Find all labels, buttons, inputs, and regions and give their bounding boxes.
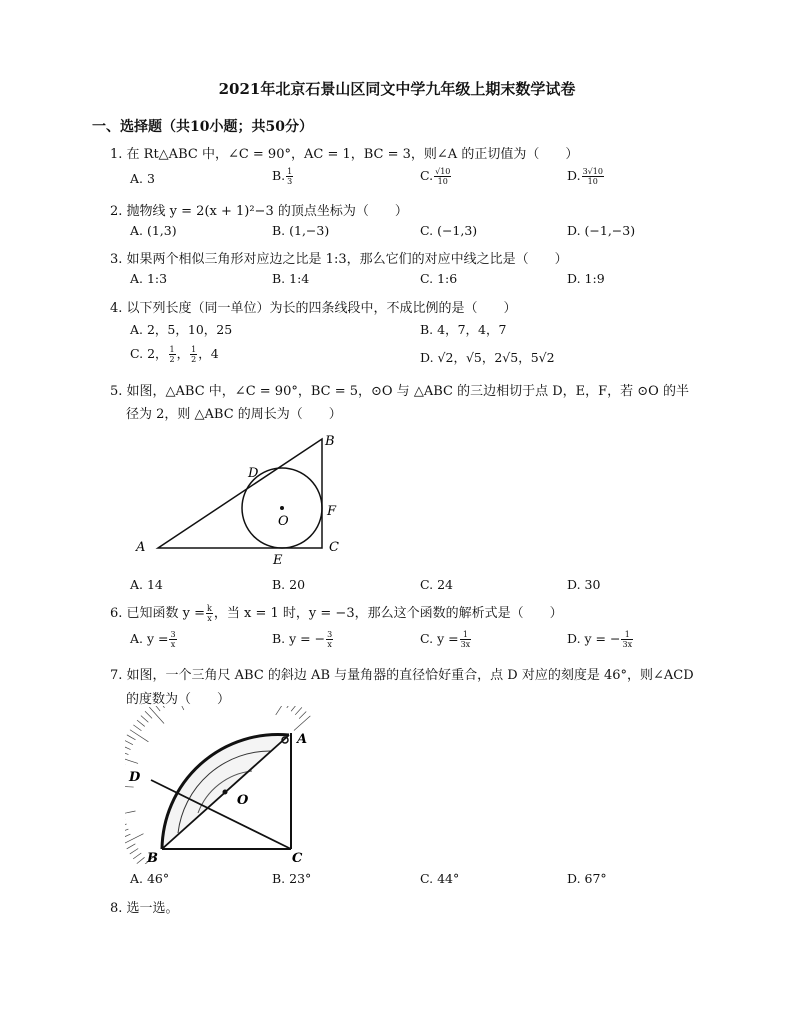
label-C: C — [292, 851, 303, 864]
protractor-tick — [133, 725, 141, 731]
q6-option-b[interactable]: B. y = − $\frac{3}{x}$ — [272, 630, 333, 649]
protractor-tick — [125, 745, 131, 749]
q3-option-d[interactable]: D. 1:9 — [567, 271, 605, 286]
q4-option-c[interactable]: C. 2， $\frac{1}{2}$ ， $\frac{1}{2}$ ，4 — [130, 345, 219, 364]
question-8-stem: 8. 选一选。 — [110, 901, 179, 916]
label-D: D — [248, 466, 259, 481]
q1-option-b[interactable]: B. $\frac{1}{3}$ — [272, 167, 293, 186]
label-O: O — [278, 514, 289, 529]
q5-option-b[interactable]: B. 20 — [272, 577, 306, 592]
label-A: A — [136, 540, 146, 555]
protractor-tick — [287, 706, 293, 708]
protractor-tick — [125, 834, 130, 838]
q6-option-d[interactable]: D. y = − $\frac{1}{3x}$ — [567, 630, 633, 649]
protractor-tick — [276, 706, 288, 715]
question-3-stem: 3. 如果两个相似三角形对应边之比是 1:3，那么它们的对应中线之比是（ ） — [110, 252, 568, 267]
fraction: $\frac{√10}{10}$ — [435, 167, 451, 186]
q2-option-d[interactable]: D. (−1,−3) — [567, 223, 636, 238]
protractor-tick — [154, 706, 160, 711]
center-dot — [280, 506, 284, 510]
label-B: B — [147, 851, 158, 864]
question-1-stem: 1. 在 Rt△ABC 中，∠C = 90°，AC = 1，BC = 3，则∠A 的正切值为（ ） — [110, 147, 579, 162]
label-A: A — [297, 732, 308, 747]
q6-option-a[interactable]: A. y = $\frac{3}{x}$ — [130, 630, 176, 649]
protractor-tick — [130, 849, 138, 854]
q3-option-c[interactable]: C. 1:6 — [420, 271, 458, 286]
label-O: O — [237, 793, 249, 808]
label-D: D — [129, 770, 141, 785]
protractor-tick — [291, 706, 297, 711]
q4-option-a[interactable]: A. 2，5，10，25 — [130, 322, 233, 337]
q5-option-c[interactable]: C. 24 — [420, 577, 453, 592]
fraction: $\frac{1}{3}$ — [287, 167, 293, 186]
question-2-stem: 2. 抛物线 y = 2(x + 1)²−3 的顶点坐标为（ ） — [110, 204, 408, 219]
fraction: $\frac{1}{3x}$ — [460, 630, 471, 649]
protractor-tick — [159, 706, 165, 708]
q6-option-c[interactable]: C. y = $\frac{1}{3x}$ — [420, 630, 471, 649]
q4-option-d[interactable]: D. √2，√5，2√5，5√2 — [420, 350, 555, 365]
center-dot — [223, 790, 228, 795]
label-F: F — [327, 504, 337, 519]
q1-option-a[interactable]: A. 3 — [130, 171, 155, 186]
label-C: C — [329, 540, 339, 555]
protractor-tick — [295, 707, 302, 714]
q2-option-b[interactable]: B. (1,−3) — [272, 223, 330, 238]
fraction: $\frac{3}{x}$ — [327, 630, 333, 649]
fraction: $\frac{3√10}{10}$ — [582, 167, 603, 186]
protractor-tick — [149, 707, 164, 723]
q7-option-d[interactable]: D. 67° — [567, 871, 607, 886]
protractor — [125, 706, 310, 864]
question-5-stem-line2: 径为 2，则 △ABC 的周长为（ ） — [126, 407, 342, 422]
q2-option-c[interactable]: C. (−1,3) — [420, 223, 478, 238]
protractor-tick — [125, 829, 128, 833]
question-7-stem-line2: 的度数为（ ） — [126, 692, 231, 707]
protractor-tick — [125, 811, 135, 816]
protractor-tick — [294, 716, 310, 731]
q3-option-a[interactable]: A. 1:3 — [130, 271, 168, 286]
protractor-tick — [125, 751, 128, 755]
fraction: $\frac{3}{x}$ — [170, 630, 176, 649]
fraction: $\frac{1}{2}$ — [191, 345, 197, 364]
q4-option-b[interactable]: B. 4，7，4，7 — [420, 322, 507, 337]
protractor-tick — [125, 824, 127, 827]
protractor-tick — [137, 720, 145, 726]
q5-option-a[interactable]: A. 14 — [130, 577, 163, 592]
protractor-tick — [125, 757, 138, 764]
question-4-stem: 4. 以下列长度（同一单位）为长的四条线段中，不成比例的是（ ） — [110, 301, 517, 316]
protractor-tick — [125, 740, 133, 745]
triangle-abc — [158, 439, 322, 548]
q2-option-a[interactable]: A. (1,3) — [130, 223, 177, 238]
section-heading: 一、选择题（共10小题；共50分） — [92, 119, 313, 135]
fraction: $\frac{1}{2}$ — [169, 345, 175, 364]
q1-option-c[interactable]: C. $\frac{√10}{10}$ — [420, 167, 451, 186]
protractor-figure — [125, 706, 325, 864]
protractor-tick — [133, 853, 141, 859]
question-6-stem: 6. 已知函数 y = $\frac{k}{x}$ ，当 x = 1 时，y = −3，那么这个函数的解析式是（ ） — [110, 604, 563, 623]
page-title: 2021年北京石景山区同文中学九年级上期末数学试卷 — [218, 80, 576, 98]
protractor-tick — [130, 730, 148, 742]
label-B: B — [325, 434, 335, 449]
protractor-tick — [299, 712, 306, 719]
question-5-stem-line1: 5. 如图，△ABC 中，∠C = 90°，BC = 5，⊙O 与 △ABC 的三边相切于点 D，E，F，若 ⊙O 的半 — [110, 384, 689, 399]
label-E: E — [273, 553, 283, 568]
protractor-tick — [137, 857, 145, 863]
q7-option-a[interactable]: A. 46° — [130, 871, 170, 886]
protractor-tick — [145, 711, 152, 718]
q7-option-b[interactable]: B. 23° — [272, 871, 312, 886]
protractor-tick — [125, 786, 134, 787]
q5-option-d[interactable]: D. 30 — [567, 577, 601, 592]
question-7-stem-line1: 7. 如图，一个三角尺 ABC 的斜边 AB 与量角器的直径恰好重合，点 D 对应的刻度是 46°，则∠ACD — [110, 668, 694, 683]
incircle-triangle-figure — [130, 430, 350, 570]
protractor-tick — [141, 716, 148, 723]
q1-option-d[interactable]: D. $\frac{3√10}{10}$ — [567, 167, 603, 186]
protractor-tick — [127, 844, 136, 849]
protractor-tick — [127, 735, 136, 740]
q3-option-b[interactable]: B. 1:4 — [272, 271, 310, 286]
q7-option-c[interactable]: C. 44° — [420, 871, 460, 886]
protractor-tick — [174, 706, 184, 710]
fraction: $\frac{1}{3x}$ — [622, 630, 633, 649]
fraction: $\frac{k}{x}$ — [207, 604, 212, 623]
